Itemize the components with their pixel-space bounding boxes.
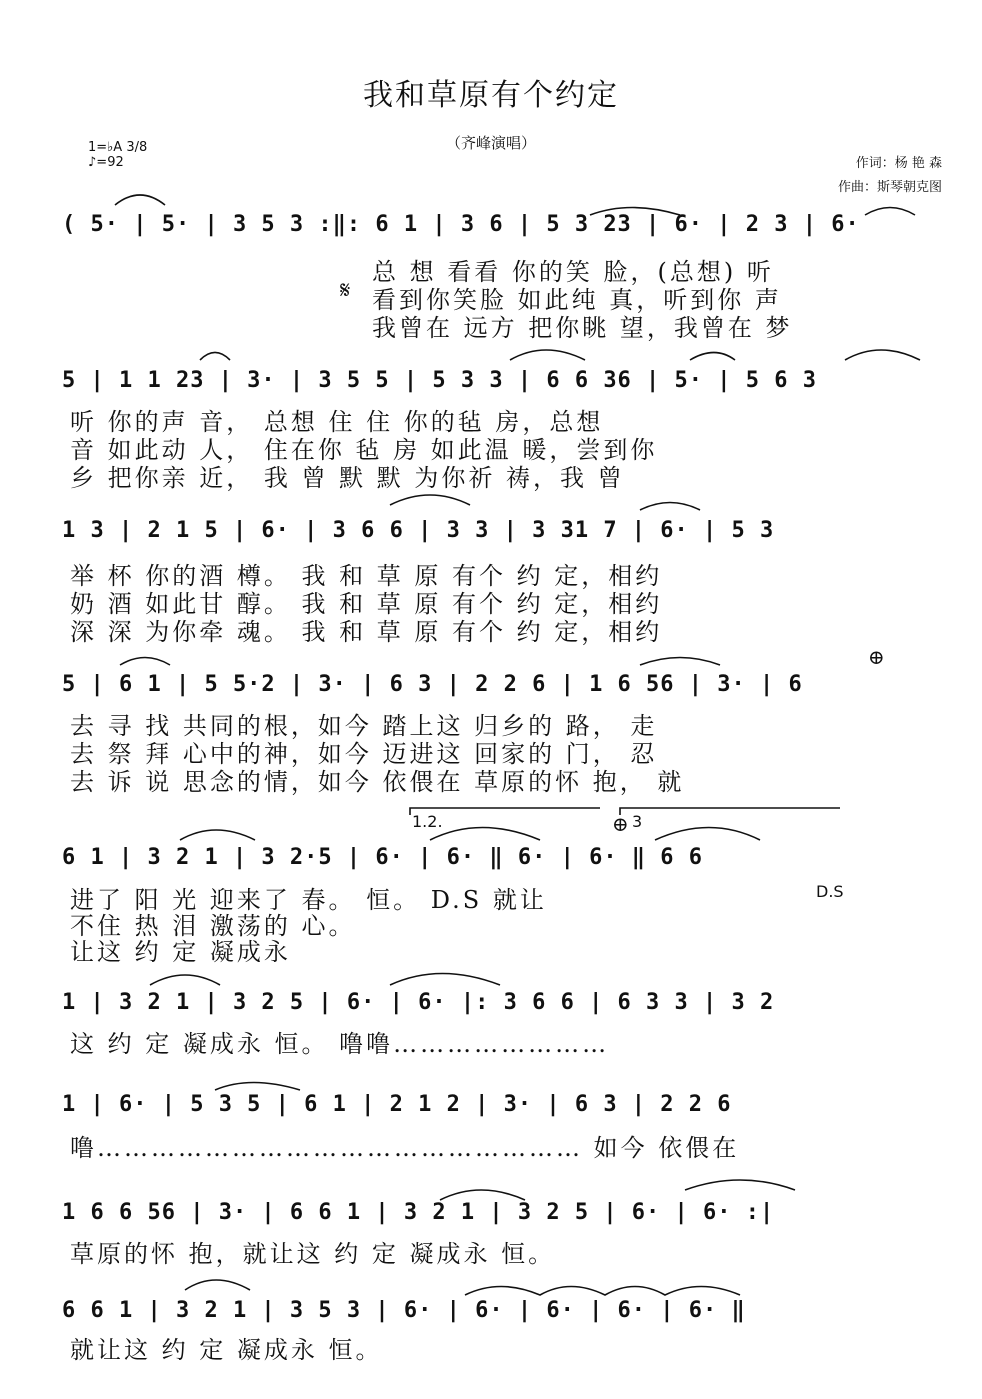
- segno-sign: 𝄋: [340, 276, 351, 304]
- lyric-8-1: 草原的怀 抱，就让这 约 定 凝成永 恒。: [70, 1240, 556, 1268]
- notation-line-7: 1 | 6· | 5 3 5 | 6 1 | 2 1 2 | 3· | 6 3 | 2 2 6: [62, 1092, 732, 1117]
- lyric-1-1: 总 想 看看 你的笑 脸，(总想) 听: [372, 258, 774, 286]
- slur: [510, 350, 585, 360]
- slur: [685, 1180, 795, 1190]
- lyric-3-3: 深 深 为你牵 魂。 我 和 草 原 有个 约 定，相约: [70, 618, 663, 646]
- slur: [465, 1287, 740, 1296]
- notation-line-2: 5 | 1 1 23 | 3· | 3 5 5 | 5 3 3 | 6 6 36 | 5· | 5 6 3: [62, 368, 817, 393]
- lyric-3-2: 奶 酒 如此甘 醇。 我 和 草 原 有个 约 定，相约: [70, 590, 663, 618]
- ending-1-2-label: 1.2.: [412, 812, 443, 831]
- lyric-1-3: 我曾在 远方 把你眺 望，我曾在 梦: [372, 314, 793, 342]
- notation-line-5: 6 1 | 3 2 1 | 3 2·5 | 6· | 6· ‖ 6· | 6· ‖ 6 6: [62, 845, 704, 870]
- lyric-4-3: 去 诉 说 思念的情，如今 依偎在 草原的怀 抱， 就: [70, 768, 685, 796]
- slur: [180, 830, 255, 840]
- lyric-5-1: 进了 阳 光 迎来了 春。 恒。 D.S 就让: [70, 886, 547, 914]
- lyric-4-1: 去 寻 找 共同的根，如今 踏上这 归乡的 路， 走: [70, 712, 658, 740]
- ending-3-label: 3: [632, 812, 643, 831]
- lyric-9-1: 就让这 约 定 凝成永 恒。: [70, 1336, 383, 1364]
- lyric-6-1: 这 约 定 凝成永 恒。 噜噜……………………: [70, 1030, 610, 1058]
- ds-marking: D.S: [816, 882, 844, 901]
- lyric-2-1: 听 你的声 音， 总想 住 住 你的毡 房，总想: [70, 408, 604, 436]
- notation-line-9: 6 6 1 | 3 2 1 | 3 5 3 | 6· | 6· | 6· | 6· | 6· ‖: [62, 1298, 746, 1323]
- notation-line-3: 1 3 | 2 1 5 | 6· | 3 6 6 | 3 3 | 3 31 7 | 6· | 5 3: [62, 518, 775, 543]
- slur: [640, 503, 700, 511]
- slur: [655, 828, 760, 841]
- slur: [150, 975, 220, 985]
- lyric-2-2: 音 如此动 人， 住在你 毡 房 如此温 暖，尝到你: [70, 436, 658, 464]
- lyric-4-2: 去 祭 拜 心中的神，如今 迈进这 回家的 门， 忍: [70, 740, 658, 768]
- song-title: 我和草原有个约定: [363, 78, 619, 113]
- slur: [120, 658, 170, 666]
- slur: [440, 1190, 525, 1200]
- slur: [390, 495, 470, 505]
- composer-credit: 作曲：斯琴朝克图: [837, 180, 942, 195]
- key-signature-text: 1=♭A 3/8: [88, 140, 148, 155]
- notation-line-1: ( 5· | 5· | 3 5 3 :‖: 6 1 | 3 6 | 5 3 23 | 6· | 2 3 | 6·: [62, 212, 860, 237]
- slur: [640, 658, 720, 666]
- slur: [690, 353, 735, 361]
- slur: [390, 974, 500, 986]
- lyric-5-2: 不住 热 泪 激荡的 心。: [70, 912, 356, 940]
- lyricist-credit: 作词：杨 艳 森: [855, 156, 942, 171]
- lyric-1-2: 看到你笑脸 如此纯 真，听到你 声: [372, 286, 782, 314]
- coda-sign-2: ⊕: [612, 812, 629, 836]
- performer-subtitle: （齐峰演唱）: [445, 134, 536, 152]
- lyric-3-1: 举 杯 你的酒 樽。 我 和 草 原 有个 约 定，相约: [70, 562, 663, 590]
- ending-bracket-3: [620, 808, 840, 815]
- slur: [115, 195, 165, 205]
- lyric-7-1: 噜……………………………………………… 如今 依偎在: [70, 1134, 740, 1162]
- lyric-5-3: 让这 约 定 凝成永: [70, 938, 291, 966]
- lyric-2-3: 乡 把你亲 近， 我 曾 默 默 为你祈 祷，我 曾: [70, 464, 625, 492]
- tempo-marking: ♪=92: [88, 155, 124, 170]
- slur: [200, 353, 230, 361]
- notation-line-4: 5 | 6 1 | 5 5·2 | 3· | 6 3 | 2 2 6 | 1 6 56 | 3· | 6: [62, 672, 803, 697]
- slur: [185, 1280, 250, 1290]
- coda-sign: ⊕: [868, 645, 885, 669]
- notation-line-6: 1 | 3 2 1 | 3 2 5 | 6· | 6· |: 3 6 6 | 6 3 3 | 3 2: [62, 990, 775, 1015]
- slur: [215, 1083, 300, 1091]
- notation-line-8: 1 6 6 56 | 3· | 6 6 1 | 3 2 1 | 3 2 5 | 6· | 6· :|: [62, 1200, 775, 1225]
- slur: [845, 350, 920, 360]
- slur: [430, 828, 540, 841]
